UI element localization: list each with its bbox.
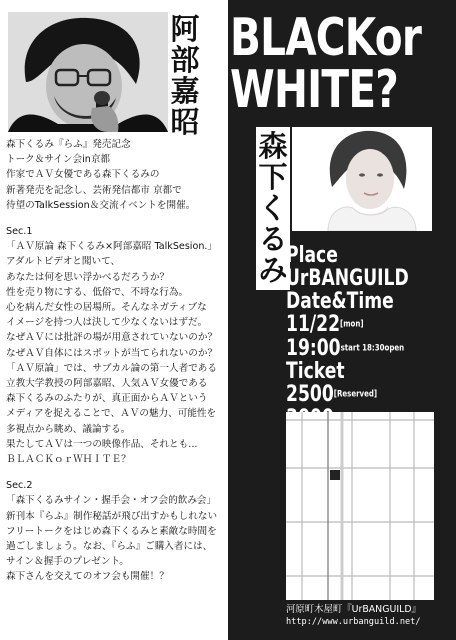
intro-line: 新著発売を記念し、芸術発信都市 京都で: [6, 184, 182, 196]
place-value: UrBANGUILD: [286, 266, 409, 291]
sec1-line: アダルトビデオと聞いて、: [6, 256, 121, 268]
sec1-line: 森下くるみのふたりが、真正面からＡＶという: [6, 393, 208, 405]
sec1-line: イメージを持つ人は決して少なくないはずだ。: [6, 317, 208, 329]
reserved-label: [Reserved]: [333, 389, 378, 400]
sec1-line: あなたは何を思い浮かべるだろうか？: [6, 271, 170, 283]
time-note: start 18:30open: [340, 343, 405, 353]
sec2-line: サイン＆握手のプレゼント。: [6, 556, 129, 568]
sec2-heading: Sec.2: [6, 480, 33, 492]
abe-photo: [8, 12, 168, 132]
intro-line: 待望のTalkSession＆交流イベントを開催。: [6, 199, 196, 211]
venue-url[interactable]: http://www.urbanguild.net/: [286, 617, 421, 627]
sec1-line: 立教大学教授の阿部嘉昭、人気ＡＶ女優である: [6, 378, 208, 390]
sec2-line: 森下さんを交えてのオフ会も開催！？: [6, 571, 169, 583]
sec1-line: 心を病んだ女性の居場所。そんなネガティブな: [6, 302, 207, 314]
datetime-label: Date&Time: [286, 289, 394, 314]
weekday: [mon]: [340, 319, 364, 330]
event-title: [230, 8, 422, 120]
ticket-label: Ticket: [286, 359, 345, 384]
time-row: [286, 337, 417, 361]
map-caption: [286, 604, 454, 628]
time-value: 19:00: [286, 335, 341, 361]
sec1-line: ＢＬＡＣＫｏｒＷＨＩＴＥ？: [6, 454, 131, 466]
morishita-photo: [292, 127, 432, 231]
sec1-line: 多視点から眺め、議論する。: [6, 423, 131, 435]
morishita-name-vertical: 森下くるみ: [256, 127, 290, 290]
price-reserved-row: [286, 383, 417, 407]
venue-map: [286, 412, 434, 600]
sec1-line: 性を売り物にする、低俗で、不埒な行為。: [6, 286, 189, 298]
sec2-line: フリートークをはじめ森下くるみと素敵な時間を: [6, 525, 217, 537]
title-line-1: BLACKor: [230, 8, 422, 68]
sec1-heading: Sec.1: [6, 226, 33, 238]
abe-name-vertical: 阿部嘉昭: [170, 12, 200, 139]
intro-line: 作家でＡＶ女優である森下くるみの: [6, 169, 160, 181]
venue-address: 河原町木屋町『UrBANGUILD』: [286, 604, 421, 615]
date-value: 11/22: [286, 312, 341, 337]
sec1-line: 果たしてＡＶは一つの映像作品、それとも...: [6, 438, 198, 450]
sec2-line: 過ごしましょう。なお、『らふ』ご購入者には、: [6, 541, 213, 553]
sec2-line: 新刊本『らふ』制作秘話が飛び出すかもしれない: [6, 510, 218, 522]
sec1-line: 「ＡＶ原論」では、サブカル論の第一人者である: [6, 362, 217, 374]
description: [6, 137, 224, 585]
sec2-line: 「森下くるみサイン・握手会・オフ会的飲み会」: [6, 495, 217, 507]
sec1-line: メディアを捉えることで、ＡＶの魅力、可能性を: [6, 408, 217, 420]
date-row: [286, 313, 417, 337]
sec1-line: なぜＡＶ自体にはスポットが当てられないのか？: [6, 347, 218, 359]
sec1-line: なぜＡＶには批評の場が用意されていないのか？: [6, 332, 218, 344]
sec1-line: 「ＡＶ原論 森下くるみ×阿部嘉昭 TalkSesion.」: [6, 241, 218, 253]
price-reserved: 2500: [286, 382, 334, 407]
title-line-2: WHITE?: [230, 60, 399, 120]
intro-line: 森下くるみ『らふ』発売記念: [6, 139, 131, 150]
intro-line: トーク＆サイン会in京都: [6, 154, 111, 166]
place-label: Place: [286, 243, 338, 268]
